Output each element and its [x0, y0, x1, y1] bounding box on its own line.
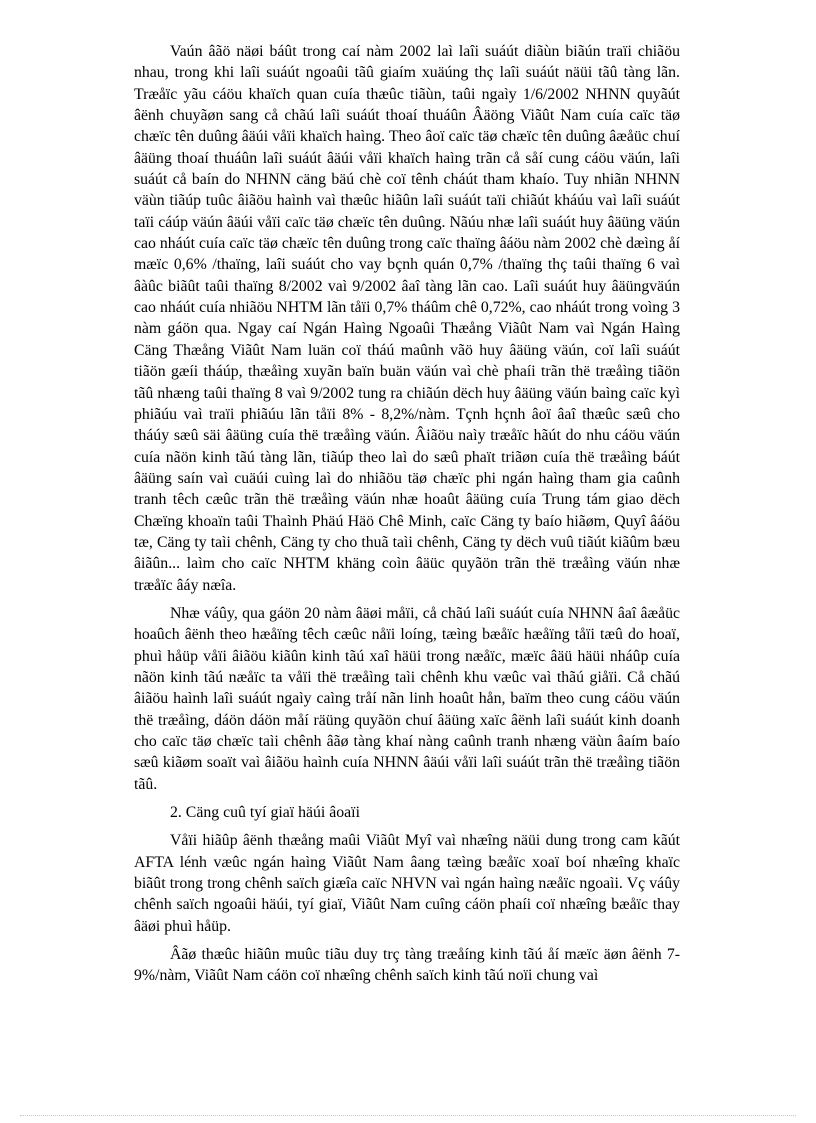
- paragraph-interest-rate-summary: Nhæ váûy, qua gáön 20 nàm âäøi måïi, cå chãú laîi suáút cuía NHNN âaî âæåüc hoaûch âënh theo hæåïng têch cæûc nåïi loíng, tæìng bæåïc hæåïng tåïi tæû do hoaï, phuì håüp våïi âiãöu kiãûn kinh tãú xaî häüi trong næåïc, mæïc âäü häüi nháûp cuía nãön kinh tãú næåïc ta våïi thë træåìng taìi chênh khu væûc vaì thãú giåïi. Cå chãú âiãöu haình laîi suáút ngaìy caìng tråí nãn linh hoaût hån, baïm theo cung cáöu väún thë træåìng, dáön dáön måí räüng quyãön chuí âäüng xaïc âënh laîi suáút kinh doanh cho caïc täø chæïc taìi chênh âãø tàng khaí nàng caûnh tranh nhæng väùn âaím baío sæû kiãøm soaït vaì âiãöu haình cuía NHNN âäúi våïi laîi suáút trãn thë træåìng tiãön tãû.: [134, 604, 680, 793]
- section-heading: 2. Cäng cuû tyí giaï häúi âoaïi: [170, 804, 360, 822]
- paragraph-exchange-rate-policy: Våïi hiãûp âënh thæång maûi Viãût Myî vaì nhæîng näüi dung trong cam kãút AFTA lénh væûc ngán haìng Viãût Nam âang tæìng bæåïc xoaï boí nhæîng khaïc biãût trong trong chênh saïch giæîa caïc NHVN vaì ngán haìng næåïc ngoaìi. Vç váûy chênh saïch ngoaûi häúi, tyí giaï, Viãût Nam cuîng cáön phaíi coï nhæîng bæåïc thay âäøi phuì håüp.: [134, 832, 680, 935]
- page-bottom-divider: [20, 1115, 796, 1116]
- paragraph-interest-rate-2002: Vaún âãö näøi báût trong caí nàm 2002 laì laîi suáút diãùn biãún traïi chiãöu nhau, trong khi laîi suáút ngoaûi tãû giaím xuäúng thç laîi suáút näüi tãû tàng lãn. Træåïc yãu cáöu khaïch quan cuía thæûc tiãùn, taûi ngaìy 1/6/2002 NHNN quyãút âënh chuyãøn sang cå chãú laîi suáút thoaí thuáûn Âäöng Viãût Nam cuía caïc täø chæïc tên duûng âäúi våïi khaïch haìng. Theo âoï caïc täø chæïc tên duûng âæåüc chuí âäüng thoaí thuáûn laîi suáút âäúi våïi khaïch haìng trãn cå såí cung cáöu väún, laîi suáút cå baín do NHNN cäng bäú chè coï tênh cháút tham khaío. Tuy nhiãn NHNN väùn tiãúp tuûc âiãöu haình vaì thæûc hiãûn laîi suáút taïi chiãút kháúu vaì laîi suáút taïi cáúp väún âäúi våïi caïc täø chæïc tên duûng. Nãúu nhæ laîi suáút huy âäüng väún cao nháút cuía caïc täø chæïc tên duûng trong caïc thaïng âáöu nàm 2002 chè dæìng åí mæïc 0,6% /thaïng, laîi suáút cho vay bçnh quán 0,7% /thaïng thç taûi thaïng 6 vaì âàûc biãût taûi thaïng 8/2002 vaì 9/2002 âaî tàng lãn cao. Laîi suáút huy âäüngväún cao nháút cuía nhiãöu NHTM lãn tåïi 0,7% tháûm chê 0,72%, cao nháút trong voìng 3 nàm gáön qua. Ngay caí Ngán Haìng Ngoaûi Thæång Viãût Nam vaì Ngán Haìng Cäng Thæång Viãût Nam luän coï tháú maûnh vãö huy âäüng väún, coï laîi suáút tiãön gæíi tháúp, thæåìng xuyãn baïn buän väún vaì chè phaíi trãn thë træåìng tiãön tãû nhæng taûi thaïng 8 vaì 9/2002 tung ra chiãún dëch huy âäüng väún baìng caïc kyì phiãúu vaì traïi phiãúu lãn tåïi 8% - 8,2%/nàm. Tçnh hçnh âoï âaî thæûc sæû cho tháúy sæû säi âäüng cuía thë træåìng väún. Âiãöu naìy træåïc hãút do nhu cáöu väún cuía nãön kinh tãú tàng lãn, tiãúp theo laì do sæû phaït triãøn cuía thë træåìng báút âäüng saín vaì cuäúi cuìng laì do nhiãöu täø chæïc phi ngán haìng tham gia caûnh tranh têch cæûc trãn thë træåìng väún nhæ hoaût âäüng cuía Trung tám giao dëch Chæïng khoaïn taûi Thaình Phäú Häö Chê Minh, caïc Cäng ty baío hiãøm, Quyî âáöu tæ, Cäng ty taìi chênh, Cäng ty cho thuã taìi chênh, Cäng ty dëch vuû tiãút kiãûm bæu âiãûn... laìm cho caïc NHTM khäng coìn âäüc quyãön trãn thë træåìng väún nhæ træåïc âáy næîa.: [134, 43, 680, 594]
- paragraph-growth-target: Âãø thæûc hiãûn muûc tiãu duy trç tàng træåíng kinh tãú åí mæïc äøn âënh 7-9%/nàm, Viãût Nam cáön coï nhæîng chênh saïch kinh tãú noïi chung vaì: [134, 946, 680, 985]
- document-body: [134, 41, 680, 994]
